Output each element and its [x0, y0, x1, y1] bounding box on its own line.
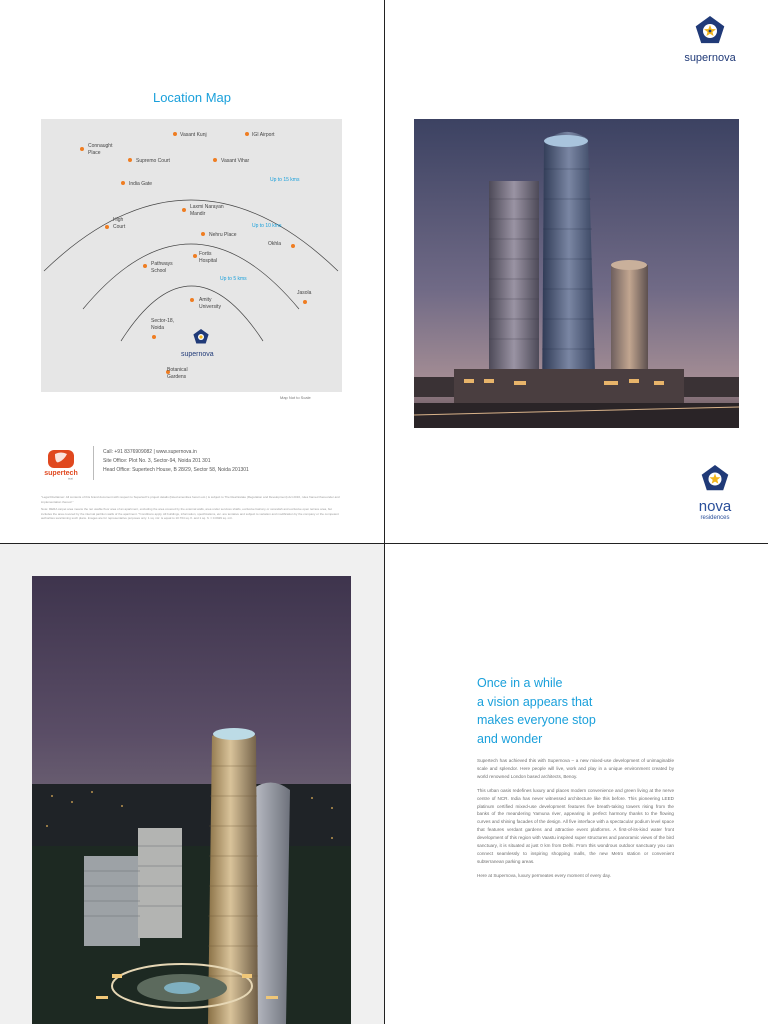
- headline-line: Once in a while: [477, 676, 563, 690]
- legal-text-2: Note: RERA carpet area means the net usable floor area of an apartment, excluding the area covered by the external walls, area under services shafts, exclusive balcony or verandah and exclusive open terrace area, but includes the area covered by the internal partition walls of the apartment. *Conditions apply. All buildings, information, specifications, etc. are tentative and subject to variation and modification by the company or the competent authorities sanctioning such plans. Images are for representative purposes only. 1 sq. mtr. is equal to 10.764 sq. ft. and 1 sq. ft. = 0.0929 sq. mtr.: [41, 507, 339, 520]
- marker-nehru-place: [201, 232, 205, 236]
- body-paragraph: Here at Supernova, luxury permeates every moment of every day.: [477, 872, 611, 878]
- map-label: University: [199, 304, 221, 310]
- supernova-brand: [675, 14, 745, 66]
- marker-laxmi-narayan-mandir: [182, 208, 186, 212]
- map-note: Map Not to Scale: [280, 395, 311, 400]
- body-text: [477, 757, 674, 886]
- legal-disclaimer: [41, 495, 341, 521]
- map-label: Connaught: [88, 143, 113, 149]
- map-label: Mandir: [190, 211, 206, 217]
- page-vision-text: [385, 544, 768, 1024]
- svg-text:supertech: supertech: [44, 470, 78, 477]
- map-label: Sector-18,: [151, 318, 175, 324]
- marker-pathways-school: [143, 264, 147, 268]
- svg-text:trust: trust: [68, 477, 73, 480]
- map-label: Laxmi Narayan: [190, 204, 224, 210]
- nova-wordmark: nova: [698, 498, 732, 515]
- marker-okhla: [291, 244, 295, 248]
- range-label: Up to 15 kms: [270, 177, 300, 183]
- map-label: Amity: [199, 297, 212, 303]
- night-aerial-photo: [32, 576, 351, 1024]
- nova-residences-brand: [685, 462, 745, 528]
- marker-vasant-kunj: [173, 132, 177, 136]
- supernova-star-icon: [675, 14, 745, 48]
- marker-igi-airport: [245, 132, 249, 136]
- map-label: Vasant Kunj: [180, 132, 207, 138]
- map-label: IGI Airport: [252, 132, 275, 138]
- contact-call: Call: +91 8376909082 | www.supernova.in: [103, 449, 197, 455]
- nova-star-icon: [685, 462, 745, 496]
- map-title: Location Map: [152, 90, 232, 105]
- map-label: Noida: [151, 325, 165, 331]
- map-label: Fortis: [199, 251, 212, 257]
- marker-jasola: [303, 300, 307, 304]
- residences-wordmark: residences: [700, 515, 730, 521]
- page-night-aerial: [0, 544, 384, 1024]
- marker-connaught-place: [80, 147, 84, 151]
- map-label: Place: [88, 150, 101, 156]
- map-label: Pathways: [151, 261, 173, 267]
- map-label: Botanical: [167, 367, 188, 373]
- marker-fortis-hospital: [193, 254, 197, 258]
- map-label: Nehru Place: [209, 232, 237, 238]
- contact-block: [41, 444, 342, 484]
- headline-line: and wonder: [477, 731, 543, 746]
- map-label: Hospital: [199, 258, 218, 264]
- body-paragraph: Supertech has achieved this with Supernova – a new mixed-use development of unimaginable scale and splendor. Here people will live, work and play in a unique environment created by world renowned London based architects, Benoy.: [477, 758, 674, 779]
- marker-vasant-vihar: [213, 158, 217, 162]
- marker-high-court: [105, 225, 109, 229]
- marker-sector-18: [152, 335, 156, 339]
- map-brand-label: supernova: [181, 351, 214, 358]
- map-label: India Gate: [129, 181, 153, 187]
- marker-india-gate: [121, 181, 125, 185]
- page-towers-dusk: [385, 0, 768, 543]
- headline-line: a vision appears that: [477, 694, 593, 709]
- page-location-map: [0, 0, 384, 543]
- contact-lines: [103, 448, 249, 475]
- range-label: Up to 5 kms: [220, 276, 247, 282]
- marker-amity-university: [190, 298, 194, 302]
- legal-text-1: "Legal Disclaimer: All contents of this brand document with respect to Supertech's project details (listed amenities herein etc.) is subject to The Real Estate (Regulation and Development) Act 2016, rules framed thereunder and implementation thereof.": [41, 495, 340, 504]
- map-label: Gardens: [167, 374, 187, 380]
- range-label: Up to 10 kms: [252, 223, 282, 229]
- map-label: Court: [113, 224, 126, 230]
- location-map: [41, 119, 342, 392]
- map-label: Vasant Vihar: [221, 158, 250, 164]
- marker-supremo-court: [128, 158, 132, 162]
- body-paragraph: This urban oasis redefines luxury and places modern convenience and green living at the nerve centre of NCR. India has never witnessed architecture like this before. This pioneering LEED platinum certified mixed-use development features five breath-taking towers rising from the banks of the meandering Yamuna river, appearing in perfect harmony thanks to the flowing curves and shining facades of the design. All five interface with a spectacular podium level space that features verdant gardens and attractive event platforms. A first-of-its-kind water front development of this region with Vaastu inspired super structures and panoramic views of the bird sanctuary, it is situated at just 0 km from Delhi. From this wondrous outdoor sanctuary you can connect seamlessly to inspiring shopping malls, the new Metro station or convenient subterranean parking areas.: [477, 787, 674, 864]
- map-graphic: [41, 119, 342, 392]
- towers-dusk-photo: [414, 119, 739, 428]
- supertech-logo-icon: [41, 448, 81, 480]
- map-label: Okhla: [268, 241, 282, 247]
- map-label: Supremo Court: [136, 158, 170, 164]
- contact-head-office: Head Office: Supertech House, B 28/29, Sector 58, Noida 201301: [103, 467, 249, 473]
- headline-line: makes everyone stop: [477, 713, 596, 727]
- contact-separator: [93, 446, 94, 480]
- map-label: School: [151, 268, 167, 274]
- contact-site-office: Site Office: Plot No. 3, Sector-94, Noida 201 301: [103, 458, 211, 464]
- supernova-wordmark: supernova: [684, 52, 736, 64]
- map-label: Jasola: [297, 290, 312, 296]
- headline: [477, 674, 677, 748]
- map-label: High: [113, 217, 124, 223]
